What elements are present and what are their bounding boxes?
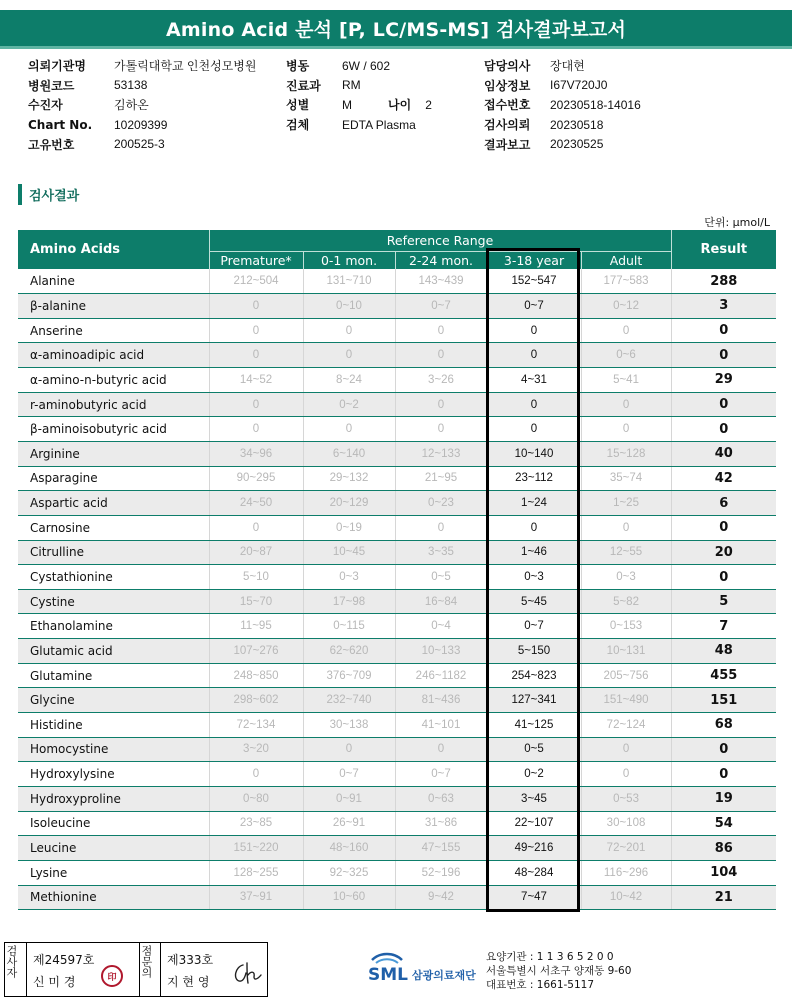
amino-acid-name: Aspartic acid bbox=[18, 491, 209, 516]
info-label: Chart No. bbox=[28, 117, 93, 132]
table-row bbox=[18, 860, 776, 885]
reference-range-cell: 3~20 bbox=[209, 737, 303, 762]
info-label: 담당의사 bbox=[484, 59, 531, 74]
info-row bbox=[28, 115, 256, 135]
reference-range-cell: 0 bbox=[487, 515, 581, 540]
col-reference-range: Reference Range bbox=[209, 230, 671, 251]
result-value: 151 bbox=[671, 688, 776, 713]
reference-range-cell: 0 bbox=[395, 392, 487, 417]
reference-range-cell: 0 bbox=[581, 737, 671, 762]
reference-range-cell: 0 bbox=[487, 392, 581, 417]
result-value: 54 bbox=[671, 811, 776, 836]
table-row bbox=[18, 491, 776, 516]
amino-acid-name: Cystine bbox=[18, 589, 209, 614]
reference-range-cell: 376~709 bbox=[303, 663, 395, 688]
amino-acid-name: Carnosine bbox=[18, 515, 209, 540]
table-row bbox=[18, 294, 776, 319]
result-value: 3 bbox=[671, 294, 776, 319]
reference-range-cell: 152~547 bbox=[487, 269, 581, 294]
reference-range-cell: 0 bbox=[303, 737, 395, 762]
info-value: 장대현 bbox=[550, 59, 585, 74]
info-value: I67V720J0 bbox=[550, 78, 608, 93]
info-label: 접수번호 bbox=[484, 98, 531, 113]
amino-acid-name: Hydroxylysine bbox=[18, 762, 209, 787]
reference-range-cell: 62~620 bbox=[303, 639, 395, 664]
result-value: 7 bbox=[671, 614, 776, 639]
result-value: 40 bbox=[671, 441, 776, 466]
reference-range-cell: 177~583 bbox=[581, 269, 671, 294]
table-row bbox=[18, 713, 776, 738]
reference-range-cell: 5~45 bbox=[487, 589, 581, 614]
reference-range-cell: 0 bbox=[395, 417, 487, 442]
contact-line: 요양기관 : 1 1 3 6 5 2 0 0 bbox=[486, 951, 614, 963]
reference-range-cell: 81~436 bbox=[395, 688, 487, 713]
info-label: 수진자 bbox=[28, 98, 63, 113]
amino-acid-name: Leucine bbox=[18, 836, 209, 861]
table-row bbox=[18, 786, 776, 811]
reference-range-cell: 127~341 bbox=[487, 688, 581, 713]
reference-range-cell: 1~46 bbox=[487, 540, 581, 565]
info-row bbox=[286, 115, 432, 135]
amino-acid-name: r-aminobutyric acid bbox=[18, 392, 209, 417]
amino-acid-name: Glutamic acid bbox=[18, 639, 209, 664]
reference-range-cell: 0~5 bbox=[395, 565, 487, 590]
reference-range-cell: 0~80 bbox=[209, 786, 303, 811]
info-label: 임상정보 bbox=[484, 78, 531, 93]
info-row bbox=[286, 76, 432, 96]
result-value: 86 bbox=[671, 836, 776, 861]
table-row bbox=[18, 663, 776, 688]
reference-range-cell: 15~128 bbox=[581, 441, 671, 466]
signature-icon bbox=[229, 959, 263, 987]
result-value: 42 bbox=[671, 466, 776, 491]
reference-range-cell: 0 bbox=[487, 318, 581, 343]
result-value: 68 bbox=[671, 713, 776, 738]
table-row bbox=[18, 368, 776, 393]
amino-acid-name: α-amino-n-butyric acid bbox=[18, 368, 209, 393]
reference-range-cell: 0 bbox=[395, 737, 487, 762]
reference-range-cell: 12~55 bbox=[581, 540, 671, 565]
reference-range-cell: 0~7 bbox=[487, 294, 581, 319]
reference-range-cell: 246~1182 bbox=[395, 663, 487, 688]
reference-range-cell: 0 bbox=[581, 515, 671, 540]
reference-range-cell: 3~45 bbox=[487, 786, 581, 811]
result-value: 455 bbox=[671, 663, 776, 688]
range-header-cell: 0-1 mon. bbox=[303, 251, 395, 269]
amino-acid-name: Glutamine bbox=[18, 663, 209, 688]
reference-range-cell: 0~63 bbox=[395, 786, 487, 811]
amino-acid-name: α-aminoadipic acid bbox=[18, 343, 209, 368]
reference-range-cell: 22~107 bbox=[487, 811, 581, 836]
info-value: 53138 bbox=[114, 78, 148, 93]
amino-acid-name: β-aminoisobutyric acid bbox=[18, 417, 209, 442]
reference-range-cell: 6~140 bbox=[303, 441, 395, 466]
reference-range-cell: 0 bbox=[303, 343, 395, 368]
reference-range-cell: 48~160 bbox=[303, 836, 395, 861]
reference-range-cell: 232~740 bbox=[303, 688, 395, 713]
org-logo bbox=[366, 950, 476, 986]
reference-range-cell: 9~42 bbox=[395, 885, 487, 910]
reference-range-cell: 0 bbox=[209, 762, 303, 787]
result-value: 0 bbox=[671, 392, 776, 417]
result-value: 21 bbox=[671, 885, 776, 910]
table-row bbox=[18, 565, 776, 590]
reference-range-cell: 0~23 bbox=[395, 491, 487, 516]
info-label: 검사의뢰 bbox=[484, 118, 531, 133]
info-row bbox=[484, 76, 641, 96]
reference-range-cell: 0~2 bbox=[303, 392, 395, 417]
reference-range-cell: 5~82 bbox=[581, 589, 671, 614]
range-header-cell: 3-18 year bbox=[487, 251, 581, 269]
result-value: 48 bbox=[671, 639, 776, 664]
info-value: 20230518 bbox=[550, 117, 604, 132]
reference-range-cell: 0~3 bbox=[581, 565, 671, 590]
reference-range-cell: 0~7 bbox=[395, 294, 487, 319]
reference-range-cell: 49~216 bbox=[487, 836, 581, 861]
table-row bbox=[18, 737, 776, 762]
info-value: 20230525 bbox=[550, 137, 604, 152]
reference-range-cell: 143~439 bbox=[395, 269, 487, 294]
reference-range-cell: 248~850 bbox=[209, 663, 303, 688]
info-label: 의뢰기관명 bbox=[28, 59, 86, 74]
reference-range-cell: 17~98 bbox=[303, 589, 395, 614]
reference-range-cell: 72~134 bbox=[209, 713, 303, 738]
amino-acid-name: Citrulline bbox=[18, 540, 209, 565]
amino-acid-name: Isoleucine bbox=[18, 811, 209, 836]
info-row bbox=[484, 56, 641, 76]
tester-vertical-label bbox=[5, 943, 27, 996]
table-row bbox=[18, 318, 776, 343]
reference-range-cell: 23~112 bbox=[487, 466, 581, 491]
reference-range-cell: 10~140 bbox=[487, 441, 581, 466]
info-value: 200525-3 bbox=[114, 137, 165, 152]
reference-range-cell: 20~87 bbox=[209, 540, 303, 565]
result-value: 0 bbox=[671, 417, 776, 442]
reference-range-cell: 0 bbox=[581, 318, 671, 343]
table-body bbox=[18, 269, 776, 910]
table-header-row bbox=[18, 230, 776, 251]
reference-range-cell: 116~296 bbox=[581, 860, 671, 885]
result-value: 288 bbox=[671, 269, 776, 294]
table-row bbox=[18, 466, 776, 491]
info-label: 성별 bbox=[286, 98, 310, 113]
logo-text: SML bbox=[368, 965, 408, 985]
reference-range-cell: 7~47 bbox=[487, 885, 581, 910]
report-title: Amino Acid 분석 [P, LC/MS-MS] 검사결과보고서 bbox=[0, 10, 792, 46]
table-row bbox=[18, 392, 776, 417]
reference-range-cell: 0 bbox=[303, 318, 395, 343]
reference-range-cell: 92~325 bbox=[303, 860, 395, 885]
result-value: 6 bbox=[671, 491, 776, 516]
range-header-cell: Adult bbox=[581, 251, 671, 269]
reference-range-cell: 128~255 bbox=[209, 860, 303, 885]
reference-range-cell: 20~129 bbox=[303, 491, 395, 516]
seal-stamp: 印 bbox=[101, 965, 123, 987]
info-row bbox=[28, 95, 256, 115]
info-label: 결과보고 bbox=[484, 137, 531, 152]
reference-range-cell: 205~756 bbox=[581, 663, 671, 688]
reference-range-cell: 5~150 bbox=[487, 639, 581, 664]
reference-range-cell: 10~42 bbox=[581, 885, 671, 910]
table-row bbox=[18, 811, 776, 836]
amino-acid-name: Homocystine bbox=[18, 737, 209, 762]
reference-range-cell: 0 bbox=[395, 515, 487, 540]
result-value: 0 bbox=[671, 318, 776, 343]
contact-line: 대표번호 : 1661-5117 bbox=[486, 979, 595, 991]
table-row bbox=[18, 762, 776, 787]
title-underline bbox=[0, 46, 792, 49]
col-amino-acids: Amino Acids bbox=[18, 230, 209, 269]
reference-range-cell: 35~74 bbox=[581, 466, 671, 491]
amino-acid-name: Hydroxyproline bbox=[18, 786, 209, 811]
reference-range-cell: 0 bbox=[209, 294, 303, 319]
footer bbox=[0, 938, 792, 1007]
age-label: 나이 bbox=[388, 98, 412, 113]
reference-range-cell: 298~602 bbox=[209, 688, 303, 713]
reference-range-cell: 0 bbox=[209, 318, 303, 343]
reference-range-cell: 30~138 bbox=[303, 713, 395, 738]
range-header-cell: 2-24 mon. bbox=[395, 251, 487, 269]
info-label: 고유번호 bbox=[28, 137, 75, 152]
reference-range-cell: 10~60 bbox=[303, 885, 395, 910]
reference-range-cell: 107~276 bbox=[209, 639, 303, 664]
reference-range-cell: 0 bbox=[487, 343, 581, 368]
result-value: 0 bbox=[671, 515, 776, 540]
amino-acid-name: Glycine bbox=[18, 688, 209, 713]
reference-range-cell: 1~25 bbox=[581, 491, 671, 516]
result-value: 20 bbox=[671, 540, 776, 565]
table-row bbox=[18, 343, 776, 368]
info-value: 6W / 602 bbox=[342, 58, 391, 73]
reference-range-cell: 0~7 bbox=[395, 762, 487, 787]
info-value: 20230518-14016 bbox=[550, 97, 641, 112]
reference-range-cell: 131~710 bbox=[303, 269, 395, 294]
reference-range-cell: 90~295 bbox=[209, 466, 303, 491]
info-row bbox=[484, 95, 641, 115]
section-title: 검사결과 bbox=[29, 189, 80, 204]
amino-acid-name: Asparagine bbox=[18, 466, 209, 491]
reference-range-cell: 11~95 bbox=[209, 614, 303, 639]
reference-range-cell: 0~153 bbox=[581, 614, 671, 639]
table-row bbox=[18, 836, 776, 861]
reference-range-cell: 29~132 bbox=[303, 466, 395, 491]
info-value: EDTA Plasma bbox=[342, 117, 416, 132]
info-label: 병원코드 bbox=[28, 78, 75, 93]
section-header bbox=[18, 184, 79, 205]
table-row bbox=[18, 417, 776, 442]
info-label: 병동 bbox=[286, 59, 310, 74]
reference-range-cell: 0 bbox=[209, 343, 303, 368]
reference-range-cell: 0 bbox=[209, 515, 303, 540]
result-value: 0 bbox=[671, 343, 776, 368]
result-value: 0 bbox=[671, 565, 776, 590]
specialist-name: 지 현 영 bbox=[167, 975, 210, 989]
reference-range-cell: 48~284 bbox=[487, 860, 581, 885]
table-row bbox=[18, 515, 776, 540]
result-value: 0 bbox=[671, 737, 776, 762]
vertical-label-text: 점문의 bbox=[140, 945, 153, 978]
reference-range-cell: 254~823 bbox=[487, 663, 581, 688]
amino-acid-name: Lysine bbox=[18, 860, 209, 885]
reference-range-cell: 37~91 bbox=[209, 885, 303, 910]
reference-range-cell: 0~19 bbox=[303, 515, 395, 540]
patient-info-column-3 bbox=[484, 56, 641, 154]
reference-range-cell: 15~70 bbox=[209, 589, 303, 614]
amino-acid-name: Arginine bbox=[18, 441, 209, 466]
reference-range-cell: 212~504 bbox=[209, 269, 303, 294]
info-value: 10209399 bbox=[114, 117, 168, 132]
reference-range-cell: 34~96 bbox=[209, 441, 303, 466]
signature-box bbox=[4, 942, 268, 997]
table-row bbox=[18, 589, 776, 614]
reference-range-cell: 151~490 bbox=[581, 688, 671, 713]
reference-range-cell: 47~155 bbox=[395, 836, 487, 861]
reference-range-cell: 14~52 bbox=[209, 368, 303, 393]
reference-range-cell: 0~5 bbox=[487, 737, 581, 762]
reference-range-cell: 72~201 bbox=[581, 836, 671, 861]
org-name: 삼광의료재단 bbox=[412, 969, 476, 982]
patient-info-column-1 bbox=[28, 56, 256, 154]
reference-range-cell: 4~31 bbox=[487, 368, 581, 393]
specialist-vertical-label bbox=[139, 943, 161, 996]
reference-range-cell: 31~86 bbox=[395, 811, 487, 836]
reference-range-cell: 0 bbox=[209, 417, 303, 442]
table-row bbox=[18, 885, 776, 910]
reference-range-cell: 8~24 bbox=[303, 368, 395, 393]
reference-range-cell: 5~10 bbox=[209, 565, 303, 590]
info-row bbox=[28, 56, 256, 76]
reference-range-cell: 24~50 bbox=[209, 491, 303, 516]
reference-range-cell: 16~84 bbox=[395, 589, 487, 614]
reference-range-cell: 0 bbox=[395, 318, 487, 343]
table-row bbox=[18, 639, 776, 664]
reference-range-cell: 0~12 bbox=[581, 294, 671, 319]
table-row bbox=[18, 540, 776, 565]
amino-acid-name: Alanine bbox=[18, 269, 209, 294]
table-row bbox=[18, 614, 776, 639]
reference-range-cell: 0 bbox=[487, 417, 581, 442]
table-row bbox=[18, 269, 776, 294]
reference-range-cell: 21~95 bbox=[395, 466, 487, 491]
table-row bbox=[18, 441, 776, 466]
reference-range-cell: 0~115 bbox=[303, 614, 395, 639]
result-value: 0 bbox=[671, 762, 776, 787]
reference-range-cell: 41~125 bbox=[487, 713, 581, 738]
reference-range-cell: 0~7 bbox=[303, 762, 395, 787]
reference-range-cell: 0~10 bbox=[303, 294, 395, 319]
info-row bbox=[484, 134, 641, 154]
reference-range-cell: 0~4 bbox=[395, 614, 487, 639]
tester-license: 제24597호 bbox=[33, 953, 95, 967]
range-header-cell: Premature* bbox=[209, 251, 303, 269]
info-row bbox=[484, 115, 641, 135]
reference-range-cell: 3~26 bbox=[395, 368, 487, 393]
reference-range-cell: 0 bbox=[209, 392, 303, 417]
reference-range-cell: 151~220 bbox=[209, 836, 303, 861]
reference-range-cell: 0 bbox=[303, 417, 395, 442]
specialist-license: 제333호 bbox=[167, 953, 214, 967]
reference-range-cell: 30~108 bbox=[581, 811, 671, 836]
info-label: 진료과 bbox=[286, 78, 321, 93]
age-value: 2 bbox=[425, 97, 432, 112]
vertical-label-text: 검사자 bbox=[5, 945, 18, 978]
info-label: 검체 bbox=[286, 118, 310, 133]
section-bar bbox=[18, 184, 22, 205]
info-row bbox=[28, 134, 256, 154]
reference-range-cell: 0~53 bbox=[581, 786, 671, 811]
reference-range-cell: 0~2 bbox=[487, 762, 581, 787]
contact-line: 서울특별시 서초구 양재동 9-60 bbox=[486, 965, 632, 977]
amino-acid-name: Methionine bbox=[18, 885, 209, 910]
reference-range-cell: 0~3 bbox=[487, 565, 581, 590]
amino-acid-name: β-alanine bbox=[18, 294, 209, 319]
reference-range-cell: 0 bbox=[581, 392, 671, 417]
org-contact bbox=[486, 950, 631, 992]
reference-range-cell: 0~7 bbox=[487, 614, 581, 639]
tester-name: 신 미 경 bbox=[33, 975, 76, 989]
reference-range-cell: 23~85 bbox=[209, 811, 303, 836]
info-value: 김하온 bbox=[114, 98, 149, 113]
results-table bbox=[18, 230, 776, 910]
reference-range-cell: 0~3 bbox=[303, 565, 395, 590]
reference-range-cell: 12~133 bbox=[395, 441, 487, 466]
reference-range-cell: 0~6 bbox=[581, 343, 671, 368]
table-row bbox=[18, 688, 776, 713]
info-row bbox=[286, 95, 432, 115]
reference-range-cell: 72~124 bbox=[581, 713, 671, 738]
reference-range-cell: 1~24 bbox=[487, 491, 581, 516]
reference-range-cell: 3~35 bbox=[395, 540, 487, 565]
reference-range-cell: 0 bbox=[581, 762, 671, 787]
info-row bbox=[28, 76, 256, 96]
amino-acid-name: Cystathionine bbox=[18, 565, 209, 590]
reference-range-cell: 0~91 bbox=[303, 786, 395, 811]
reference-range-cell: 10~133 bbox=[395, 639, 487, 664]
reference-range-cell: 10~131 bbox=[581, 639, 671, 664]
reference-range-cell: 52~196 bbox=[395, 860, 487, 885]
reference-range-cell: 0 bbox=[581, 417, 671, 442]
amino-acid-name: Ethanolamine bbox=[18, 614, 209, 639]
info-value: RM bbox=[342, 78, 361, 93]
info-row bbox=[286, 56, 432, 76]
reference-range-cell: 5~41 bbox=[581, 368, 671, 393]
unit-label: 단위: μmol/L bbox=[704, 216, 770, 229]
result-value: 104 bbox=[671, 860, 776, 885]
amino-acid-name: Anserine bbox=[18, 318, 209, 343]
reference-range-cell: 41~101 bbox=[395, 713, 487, 738]
info-value: 가톨릭대학교 인천성모병원 bbox=[114, 59, 257, 74]
result-value: 29 bbox=[671, 368, 776, 393]
info-value: M bbox=[342, 97, 352, 112]
reference-range-cell: 0 bbox=[395, 343, 487, 368]
reference-range-cell: 26~91 bbox=[303, 811, 395, 836]
reference-range-cell: 10~45 bbox=[303, 540, 395, 565]
col-result: Result bbox=[671, 230, 776, 269]
result-value: 5 bbox=[671, 589, 776, 614]
result-value: 19 bbox=[671, 786, 776, 811]
patient-info-column-2 bbox=[286, 56, 432, 134]
amino-acid-name: Histidine bbox=[18, 713, 209, 738]
